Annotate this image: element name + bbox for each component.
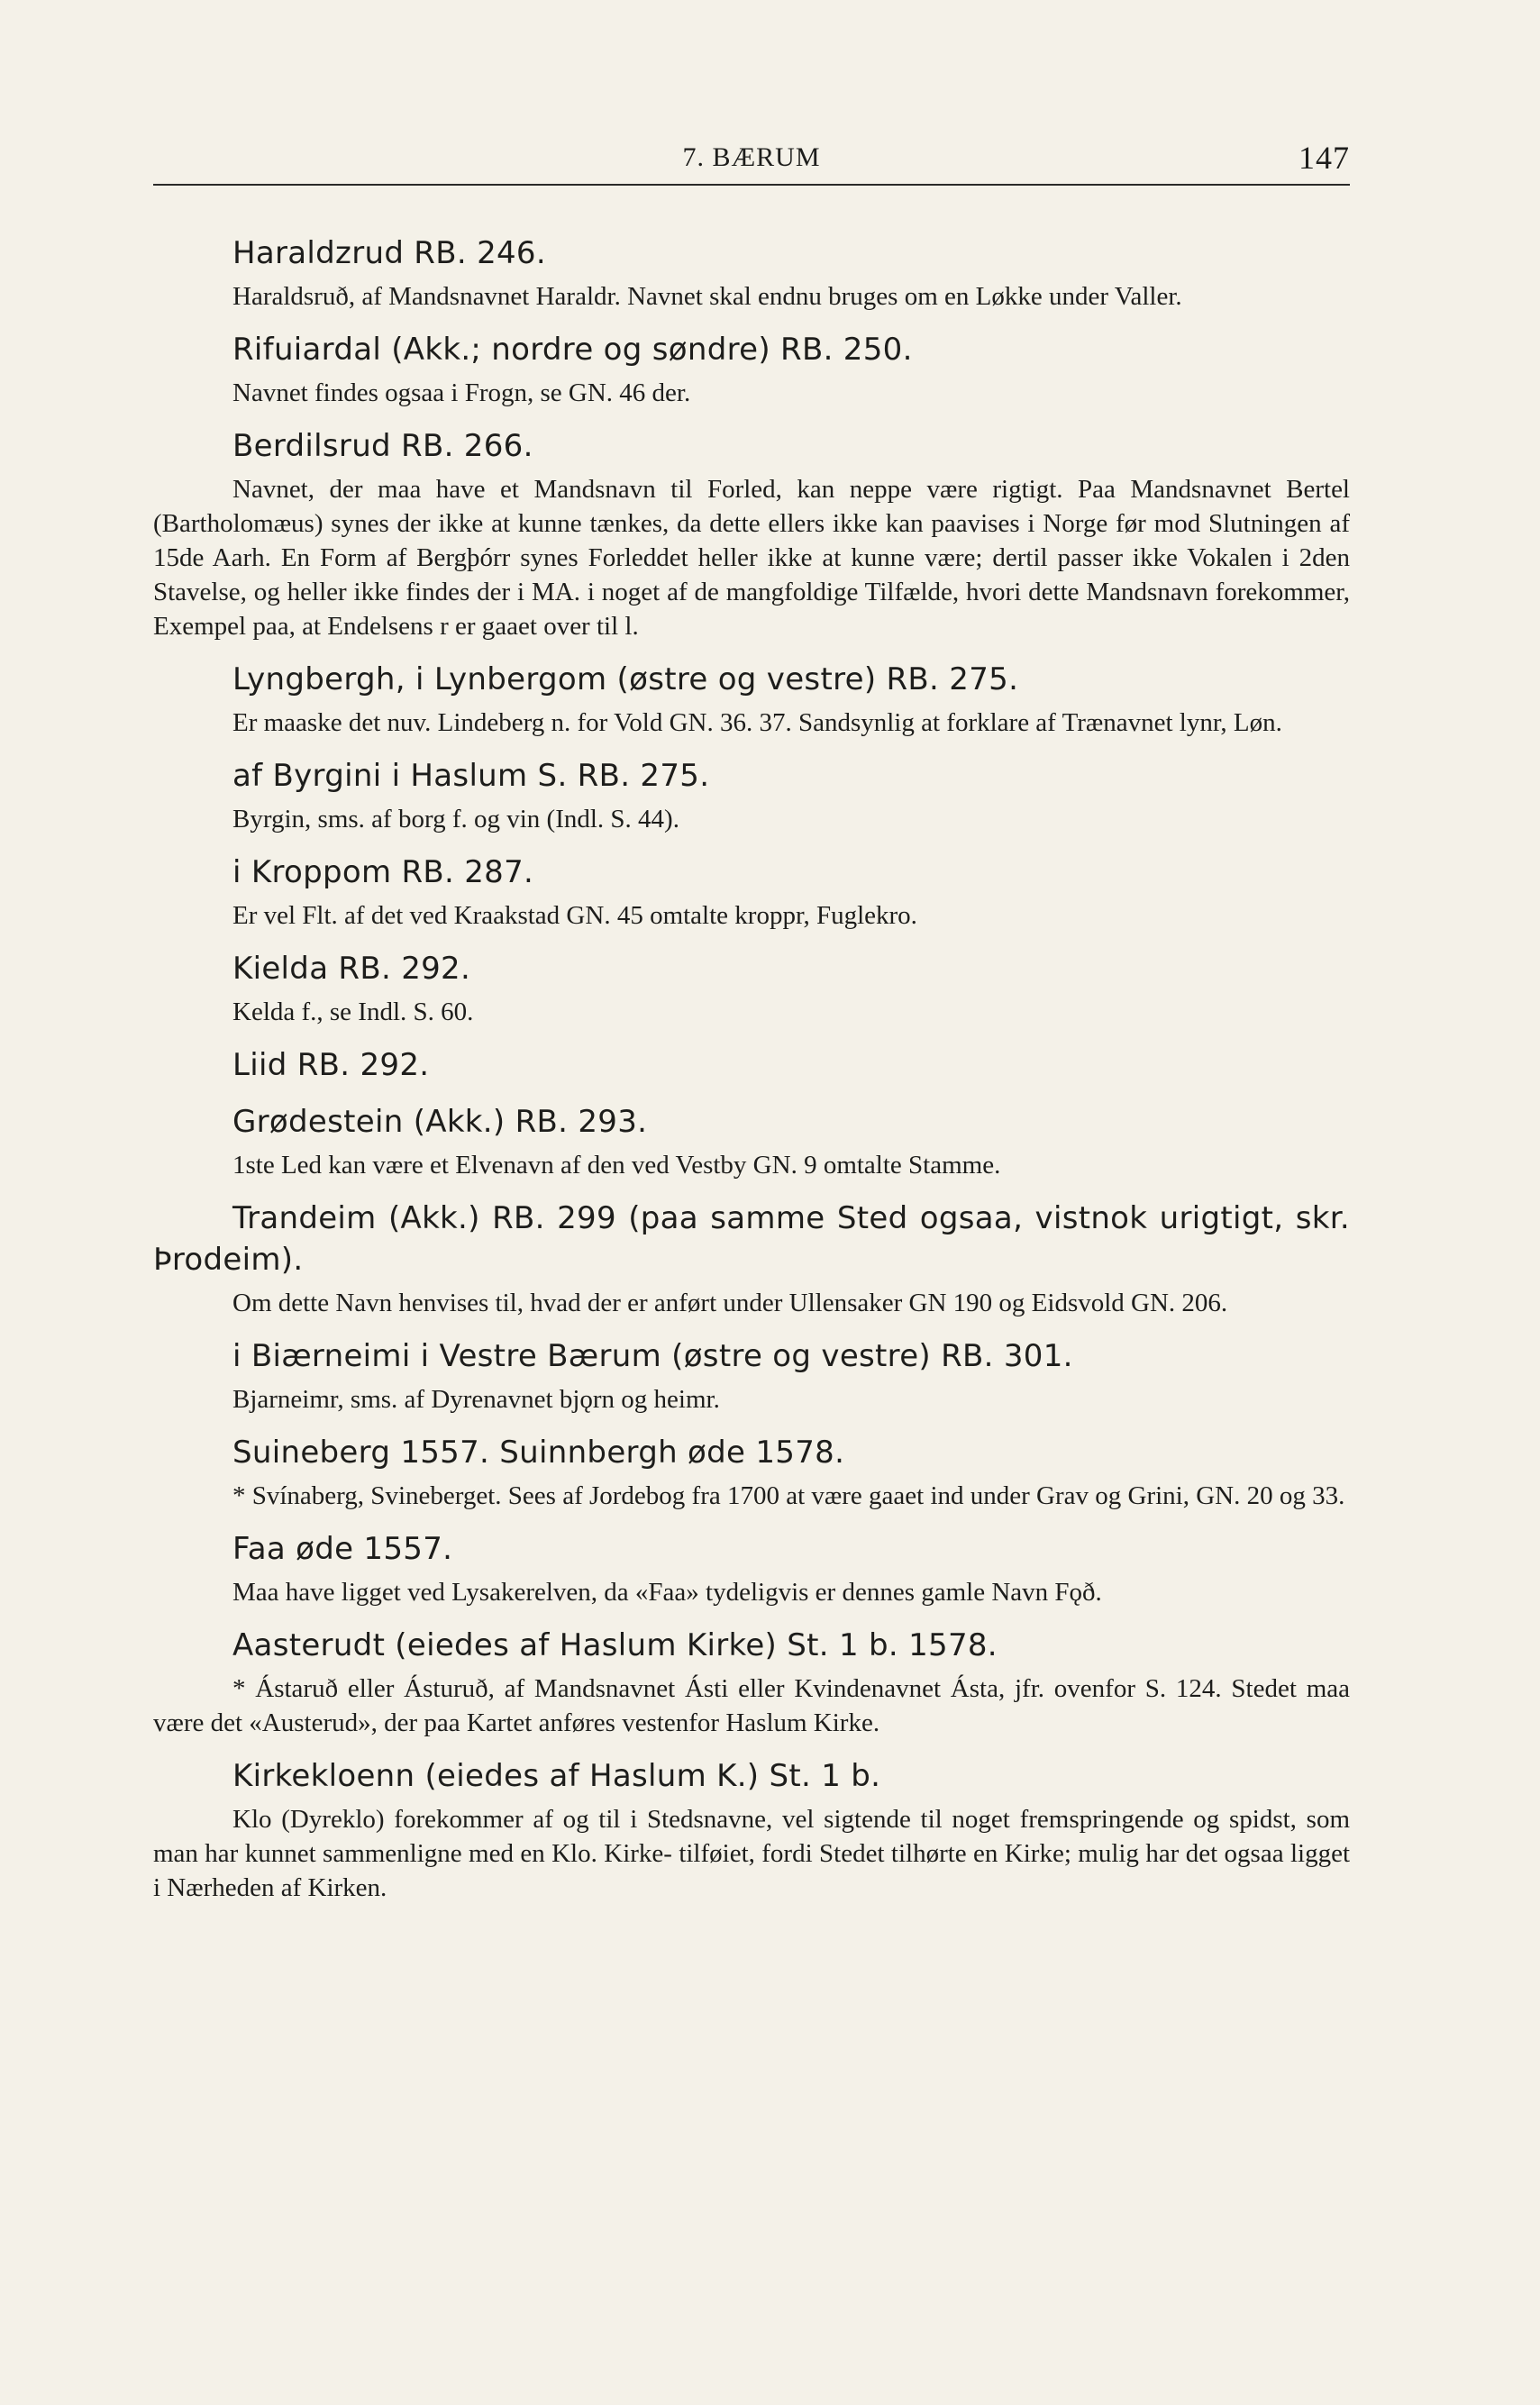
entry-note: Navnet findes ogsaa i Frogn, se GN. 46 der. <box>232 378 691 407</box>
running-header <box>153 135 1350 186</box>
entry-note: Klo (Dyreklo) forekommer af og til i Stedsnavne, vel sigtende til noget fremspringende og spidst, som man har kunnet sammenligne med en Klo. Kirke- tilføiet, fordi Stedet tilhørte en Kirke; mulig har det ogsaa ligget i Nærheden af Kirken. <box>153 1805 1350 1902</box>
entry-note: Om dette Navn henvises til, hvad der er anført under Ullensaker GN 190 og Eidsvold GN. 206. <box>232 1289 1228 1317</box>
entry-heading: Kirkekloenn (eiedes af Haslum K.) St. 1 b. <box>232 1758 881 1794</box>
entry-heading: Liid RB. 292. <box>232 1047 430 1083</box>
entry-haraldzrud <box>153 232 1350 314</box>
entry-heading: Kielda RB. 292. <box>232 951 471 987</box>
entry-heading: Suineberg 1557. Suinnbergh øde 1578. <box>232 1435 845 1471</box>
entry-heading: Lyngbergh, i Lynbergom (østre og vestre) RB. 275. <box>232 661 1019 697</box>
entry-note: Byrgin, sms. af borg f. og vin (Indl. S. 44). <box>232 805 679 834</box>
entry-heading: Grødestein (Akk.) RB. 293. <box>232 1104 648 1140</box>
entry-note: * Ástaruð eller Ásturuð, af Mandsnavnet Ásti eller Kvindenavnet Ásta, jfr. ovenfor S. 124. Stedet maa være det «Austerud», der paa Kartet anføres vestenfor Haslum Kirke. <box>153 1674 1350 1737</box>
entry-note: Navnet, der maa have et Mandsnavn til Forled, kan neppe være rigtigt. Paa Mandsnavnet Bertel (Bartholomæus) synes der ikke at kunne tænkes, da dette ellers ikke kan paavises i Norge før mod Slutningen af 15de Aarh. En Form af Bergþórr synes Forleddet heller ikke at kunne være; dertil passer ikke Vokalen i 2den Stavelse, og heller ikke findes der i MA. i noget af de mangfoldige Tilfælde, hvori dette Mandsnavn forekommer, Exempel paa, at Endelsens r er gaaet over til l. <box>153 475 1350 641</box>
entry-note: Er vel Flt. af det ved Kraakstad GN. 45 omtalte kroppr, Fuglekro. <box>232 901 917 930</box>
chapter-title: 7. BÆRUM <box>682 142 821 172</box>
entry-liid <box>153 1044 1350 1086</box>
entry-heading: i Kroppom RB. 287. <box>232 854 534 890</box>
entry-kirkekloenn <box>153 1755 1350 1905</box>
entry-lyngbergh <box>153 659 1350 740</box>
entry-note: Maa have ligget ved Lysakerelven, da «Faa» tydeligvis er dennes gamle Navn Fǫð. <box>232 1578 1102 1607</box>
entry-note: 1ste Led kan være et Elvenavn af den ved Vestby GN. 9 omtalte Stamme. <box>232 1151 1001 1180</box>
entry-aasterudt <box>153 1625 1350 1740</box>
entry-biaerneimi <box>153 1335 1350 1417</box>
entry-suineberg <box>153 1432 1350 1513</box>
entry-heading: Trandeim (Akk.) RB. 299 (paa samme Sted ogsaa, vistnok urigtigt, skr. Þrodeim). <box>153 1200 1350 1278</box>
entry-list <box>153 232 1350 1905</box>
entry-note: Er maaske det nuv. Lindeberg n. for Vold GN. 36. 37. Sandsynlig at forklare af Trænavnet lynr, Løn. <box>232 708 1282 737</box>
page-number: 147 <box>1299 140 1350 176</box>
entry-rifuiardal <box>153 329 1350 410</box>
entry-heading: Rifuiardal (Akk.; nordre og søndre) RB. 250. <box>232 332 913 368</box>
entry-note: Bjarneimr, sms. af Dyrenavnet bjǫrn og heimr. <box>232 1385 720 1414</box>
entry-grodestein <box>153 1101 1350 1182</box>
entry-faa <box>153 1528 1350 1609</box>
entry-byrgini <box>153 755 1350 836</box>
entry-heading: Faa øde 1557. <box>232 1531 453 1567</box>
entry-heading: Berdilsrud RB. 266. <box>232 428 533 464</box>
entry-kroppom <box>153 852 1350 933</box>
entry-heading: i Biærneimi i Vestre Bærum (østre og vestre) RB. 301. <box>232 1338 1073 1374</box>
entry-note: * Svínaberg, Svineberget. Sees af Jordebog fra 1700 at være gaaet ind under Grav og Grini, GN. 20 og 33. <box>232 1481 1345 1510</box>
entry-heading: Haraldzrud RB. 246. <box>232 235 546 271</box>
entry-note: Kelda f., se Indl. S. 60. <box>232 998 474 1026</box>
entry-heading: Aasterudt (eiedes af Haslum Kirke) St. 1 b. 1578. <box>232 1627 998 1663</box>
book-page <box>153 135 1350 1920</box>
entry-kielda <box>153 948 1350 1029</box>
entry-trandeim <box>153 1198 1350 1320</box>
entry-heading: af Byrgini i Haslum S. RB. 275. <box>232 758 710 794</box>
entry-note: Haraldsruð, af Mandsnavnet Haraldr. Navnet skal endnu bruges om en Løkke under Valler. <box>232 282 1182 311</box>
entry-berdilsrud <box>153 425 1350 643</box>
